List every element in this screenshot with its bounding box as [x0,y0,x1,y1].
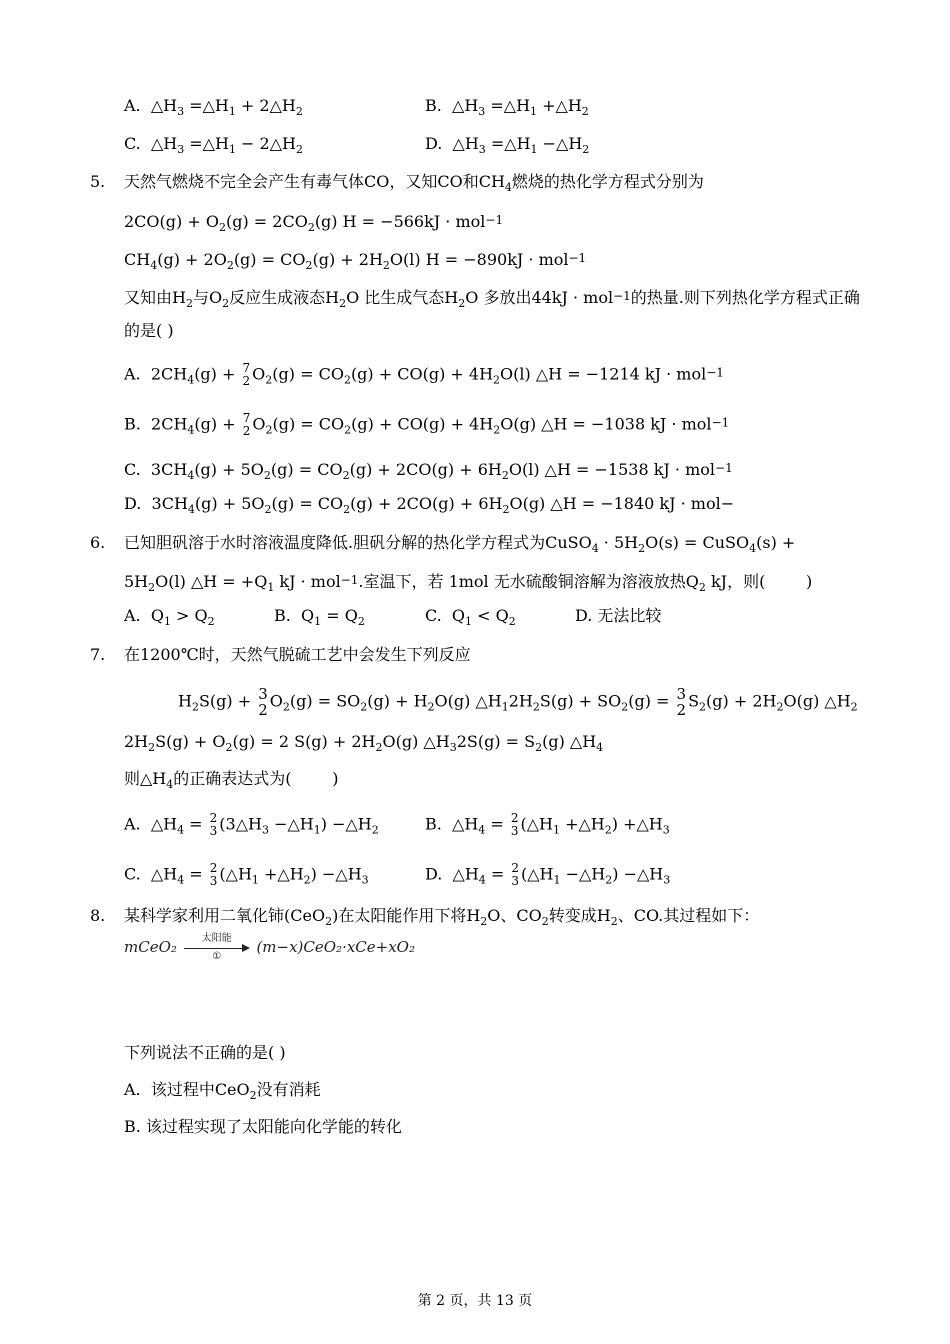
q5-option-a: A. $2CH_4(g)$ + 7 2 $O_2(g) = CO_2(g) + CO(g) + 4H_2O(l)$ △H = −1214 kJ · mol−1 [124,361,724,388]
q8-stem: 某科学家利用二氧化铈(CeO$_2$)在太阳能作用下将$H_2O$、$CO_2$转变成$H_2$、CO.其过程如下： [124,906,760,928]
scheme-reactant: mCeO₂ [124,938,177,956]
q7-equation-1: $H_2S(g)$ + 3 2 $O_2(g) = SO_2(g) + H_2O(g)$ $\triangle H_12H_2S(g) + SO_2(g)$ = 3 2 $S_2(g) + 2H_2O(g)$ $\triangle H_2$ [178,685,858,719]
q5-option-d: D. $3CH_4(g) + 5O_2(g) = CO_2(g) + 2CO(g) + 6H_2O(g)$ △H = −1840 kJ · mol− [124,494,735,516]
q4-option-c: C. $\triangle H_3$ $=\triangle H_1$ − $2\triangle H_2$ [124,134,303,156]
q5-equation-2: $CH_4(g) + 2O_2(g) = CO_2(g) + 2H_2O(l) H = -890kJ \cdot mol-1$ [124,250,587,272]
q7-option-d: D. $\triangle H_4$ = 2 3 ($\triangle H_1$ $-\triangle H_2$) $-\triangle H_3$ [425,861,671,888]
q7-number: 7. [90,645,106,664]
arrow-condition: 太阳能 [201,933,232,944]
q6-number: 6. [90,533,106,552]
q7-option-a: A. $\triangle H_4$ = 2 3 ($3\triangle H_3$ $-\triangle H_1$) $-\triangle H_2$ [124,811,379,838]
q5-number: 5. [90,172,106,191]
q6-option-a: A. $Q_1 > Q_2$ [124,606,215,628]
q4-option-b: B. $\triangle H_3$ $=\triangle H_1$ $+\triangle H_2$ [425,96,589,118]
q5-stem-2: 又知由$H_2$与$O_2$反应生成液态$H_2O$ 比生成气态$H_2O$ 多放出44kJ · mol−1的热量.则下列热化学方程式正确 [124,288,860,310]
q5-stem-3: 的是( ) [124,321,174,340]
q4-option-a: A. $\triangle H_3$ $=\triangle H_1$ + $2\triangle H_2$ [124,96,303,118]
q8-option-b: B. 该过程实现了太阳能向化学能的转化 [124,1117,402,1136]
q5-stem: 天然气燃烧不完全会产生有毒气体CO，又知CO和$CH_4$燃烧的热化学方程式分别为 [124,172,704,194]
q8-stem-2: 下列说法不正确的是( ) [124,1043,286,1062]
page-footer: 第 2 页，共 13 页 [417,1293,533,1309]
q6-option-b: B. $Q_1 = Q_2$ [274,606,365,628]
q8-number: 8. [90,906,106,925]
q8-reaction-scheme [124,933,415,962]
q6-stem: 已知胆矾溶于水时溶液温度降低.胆矾分解的热化学方程式为CuSO$_4$ · $5H_2O(s)$ = CuSO$_4$(s) + [124,533,796,555]
q5-option-c: C. $3CH_4(g) + 5O_2(g) = CO_2(g) + 2CO(g) + 6H_2O(l)$ △H = −1538 kJ · mol−1 [124,460,733,482]
q6-option-d: D. 无法比较 [575,606,662,625]
q7-option-b: B. $\triangle H_4$ = 2 3 ($\triangle H_1$ $+\triangle H_2$) $+\triangle H_3$ [425,811,670,838]
q7-option-c: C. $\triangle H_4$ = 2 3 ($\triangle H_1$ $+\triangle H_2$) $-\triangle H_3$ [124,861,369,888]
q5-option-b: B. $2CH_4(g)$ + 7 2 $O_2(g) = CO_2(g) + CO(g) + 4H_2O(g)$ △H = −1038 kJ · mol−1 [124,411,730,438]
q5-equation-1: $2CO(g) + O_2(g) = 2CO_2(g) H = -566kJ \cdot mol-1$ [124,212,504,234]
q6-stem-2: $5H_2O(l)$ △H = $+Q_1$ kJ · mol−1.室温下，若 1mol 无水硫酸铜溶解为溶液放热$Q_2$ kJ，则( ) [124,572,813,594]
arrow-step-label: ① [212,951,222,962]
q7-stem: 在1200℃时，天然气脱硫工艺中会发生下列反应 [124,645,471,664]
q6-option-c: C. $Q_1 < Q_2$ [425,606,516,628]
q7-equation-2: $2H_2S(g) + O_2(g) = 2$ $S(g) + 2H_2O(g)$ $\triangle H_32S(g) = S_2(g)$ $\triangle H_4$ [124,732,604,754]
reaction-arrow-icon [184,933,250,962]
q4-option-d: D. $\triangle H_3$ $=\triangle H_1$ $-\triangle H_2$ [425,134,590,156]
q8-option-a: A. 该过程中CeO$_2$没有消耗 [124,1080,321,1102]
scheme-products: (m−x)CeO₂·xCe+xO₂ [256,938,415,956]
q7-stem-2: 则$\triangle H_4$的正确表达式为( ) [124,769,339,791]
